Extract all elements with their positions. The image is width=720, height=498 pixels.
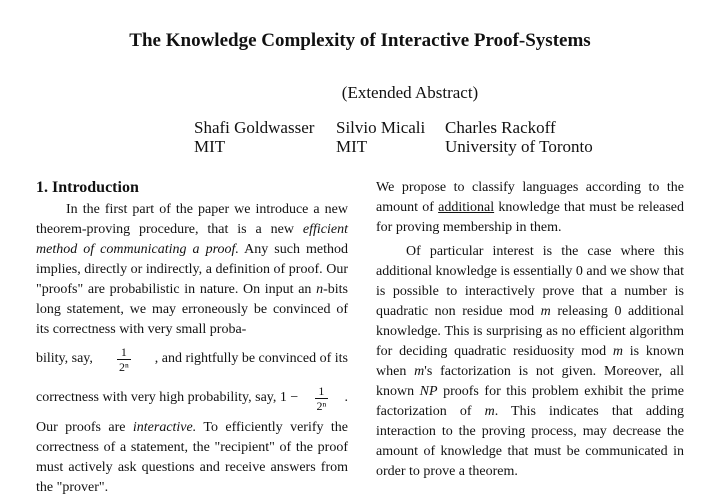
author-affiliation: MIT — [194, 137, 226, 156]
emphasis-text: efficient method of communicating a proof. — [36, 222, 348, 257]
emphasis-text: interactive. — [132, 420, 197, 435]
underlined-text: additional — [438, 200, 495, 215]
author-rackoff — [445, 118, 593, 156]
right-paragraph-1: We propose to classify languages according to the amount of additional knowledge that must be released for proving membership in them. — [376, 180, 685, 235]
right-column — [376, 178, 684, 482]
author-goldwasser — [194, 118, 314, 156]
section-title: 1. Introduction — [36, 179, 139, 196]
paper-subtitle: (Extended Abstract) — [341, 83, 479, 102]
author-name: Silvio Micali — [336, 118, 426, 137]
author-affiliation: MIT — [336, 137, 368, 156]
paper-title: The Knowledge Complexity of Interactive Proof-Systems — [129, 30, 591, 51]
right-paragraph-2: Of particular interest is the case where this additional knowledge is essentially 0 and we show that is possible to interactively prove that a number is quadratic non residue mod m releasing 0 additional knowledge. This is surprising as no efficient algorithm for deciding quadratic residuosity mod m is known when m's factorization is not given. Moreover, all known NP proofs for this problem exhibit the prime factorization of m. This indicates that adding interaction to the proving process, may decrease the amount of knowledge that must be communicated in order to prove a theorem. — [376, 244, 684, 479]
intro-paragraph-2: Our proofs are interactive. To efficiently verify the correctness of a statement, the "recipient" of the proof must actively ask questions and receive answers from the "prover". — [36, 420, 349, 495]
intro-paragraph-1: In the first part of the paper we introduce a new theorem-proving procedure, that is a new efficient method of communicating a proof. Any such method implies, directly or indirectly, a definition of proof. Our "proofs" are probabilistic in nature. On input an n-bits long statement, we may erroneously be convinced of its correctness with very small proba- — [36, 202, 348, 337]
author-affiliation: University of Toronto — [445, 137, 593, 156]
left-column — [36, 178, 348, 498]
fraction-line-1: bility, say, $\frac{1}{\text{2ⁿ}}$ , and rightfully be convinced of its — [36, 344, 348, 374]
author-name: Charles Rackoff — [445, 118, 556, 137]
variable-n: n — [316, 282, 324, 297]
author-name: Shafi Goldwasser — [194, 118, 315, 137]
fraction-one-over-2n: $\frac{1}{\text{2ⁿ}}$ — [118, 344, 129, 374]
author-micali — [336, 118, 425, 156]
fraction-line-2: correctness with very high probability, say, 1 − $\frac{1}{\text{2ⁿ}}$ . — [36, 383, 348, 413]
fraction-one-over-2n: $\frac{1}{\text{2ⁿ}}$ — [316, 383, 327, 413]
